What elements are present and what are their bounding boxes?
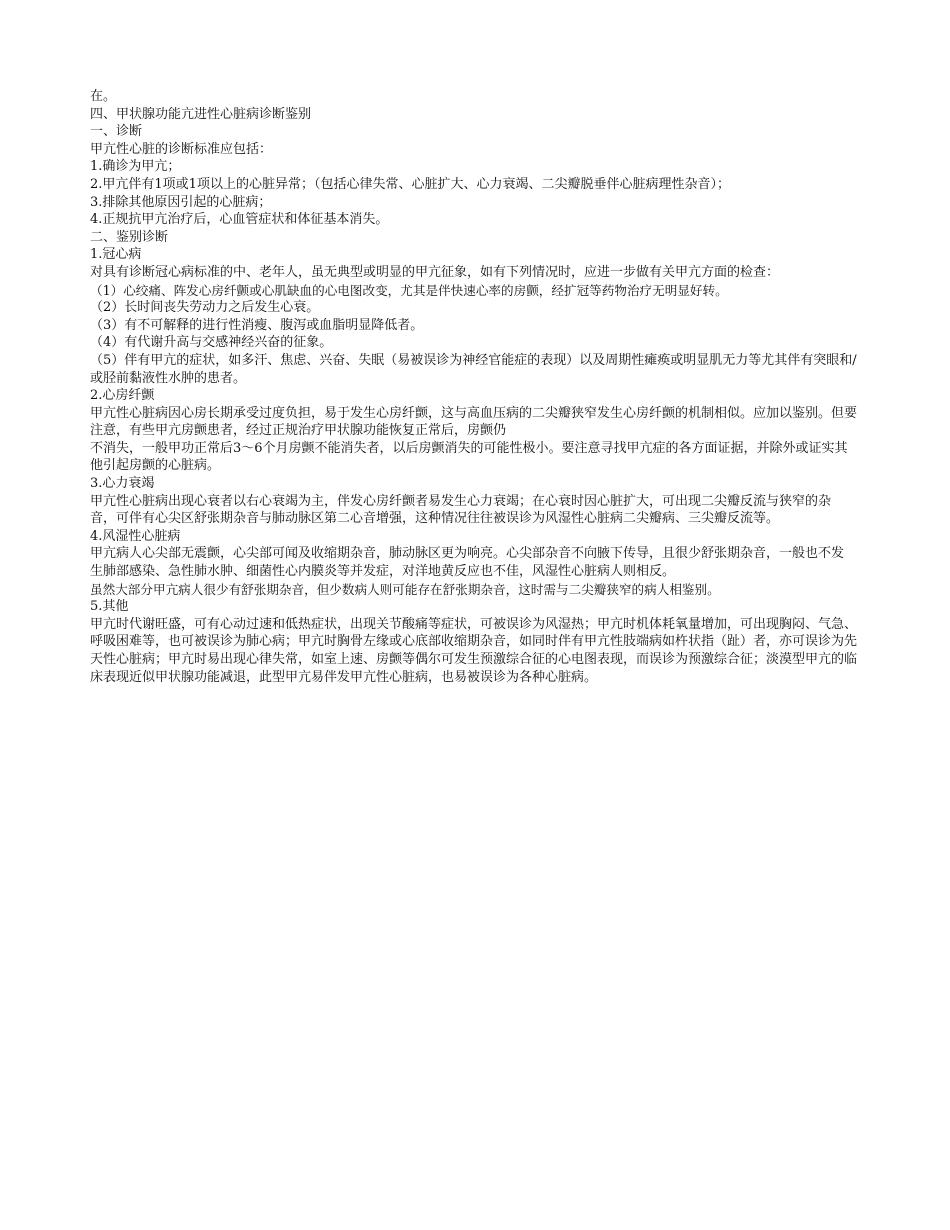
- paragraph: 甲亢性心脏病因心房长期承受过度负担，易于发生心房纤颤，这与高血压病的二尖瓣狭窄发生心房纤颤的机制相似。应加以鉴别。但要注意，有些甲亢房颤患者，经过正规治疗甲状腺功能恢复正常后，房颤仍: [90, 405, 858, 439]
- list-item: （2）长时间丧失劳动力之后发生心衰。: [90, 300, 320, 316]
- document-body: [90, 88, 870, 686]
- paragraph: 甲亢性心脏的诊断标准应包括：: [90, 141, 273, 157]
- list-item: （3）有不可解释的进行性消瘦、腹泻或血脂明显降低者。: [90, 317, 424, 333]
- item-heading: 3.心力衰竭: [90, 476, 155, 492]
- section-heading: 四、甲状腺功能亢进性心脏病诊断鉴别: [90, 106, 312, 122]
- item-heading: 4.风湿性心脏病: [90, 528, 181, 544]
- paragraph: 不消失，一般甲功正常后3～6个月房颤不能消失者，以后房颤消失的可能性极小。要注意寻找甲亢症的各方面证据，并除外或证实其他引起房颤的心脏病。: [90, 440, 848, 474]
- item-heading: 2.心房纤颤: [90, 388, 155, 404]
- list-item: （5）伴有甲亢的症状，如多汗、焦虑、兴奋、失眠（易被误诊为神经官能症的表现）以及周期性瘫痪或明显肌无力等尤其伴有突眼和/或胫前黏液性水肿的患者。: [90, 352, 857, 386]
- list-item: （4）有代谢升高与交感神经兴奋的征象。: [90, 335, 333, 351]
- list-item: 2.甲亢伴有1项或1项以上的心脏异常；（包括心律失常、心脏扩大、心力衰竭、二尖瓣脱垂伴心脏病理性杂音）；: [90, 176, 730, 192]
- text-line: 在。: [90, 89, 117, 104]
- paragraph: 甲亢病人心尖部无震颤，心尖部可闻及收缩期杂音，肺动脉区更为响亮。心尖部杂音不向腋下传导，且很少舒张期杂音，一般也不发生肺部感染、急性肺水肿、细菌性心内膜炎等并发症，对洋地黄反应也不佳，风湿性心脏病人则相反。: [90, 546, 845, 580]
- subsection-heading: 一、诊断: [90, 124, 143, 140]
- paragraph: 虽然大部分甲亢病人很少有舒张期杂音，但少数病人则可能存在舒张期杂音，这时需与二尖瓣狭窄的病人相鉴别。: [90, 581, 720, 597]
- list-item: 1.确诊为甲亢；: [90, 159, 181, 175]
- list-item: 3.排除其他原因引起的心脏病；: [90, 194, 272, 210]
- list-item: 4.正规抗甲亢治疗后，心血管症状和体征基本消失。: [90, 212, 389, 228]
- subsection-heading: 二、鉴别诊断: [90, 229, 169, 245]
- paragraph: 甲亢性心脏病出现心衰者以右心衰竭为主，伴发心房纤颤者易发生心力衰竭；在心衰时因心脏扩大，可出现二尖瓣反流与狭窄的杂音，可伴有心尖区舒张期杂音与肺动脉区第二心音增强，这种情况往往被误诊为风湿性心脏病二尖瓣病、三尖瓣反流等。: [90, 493, 832, 527]
- item-heading: 1.冠心病: [90, 247, 142, 263]
- list-item: （1）心绞痛、阵发心房纤颤或心肌缺血的心电图改变，尤其是伴快速心率的房颤，经扩冠等药物治疗无明显好转。: [90, 282, 728, 298]
- paragraph: 对具有诊断冠心病标准的中、老年人，虽无典型或明显的甲亢征象，如有下列情况时，应进一步做有关甲亢方面的检查：: [90, 264, 780, 280]
- item-heading: 5.其他: [90, 599, 129, 615]
- paragraph: 甲亢时代谢旺盛，可有心动过速和低热症状，出现关节酸痛等症状，可被误诊为风湿热；甲亢时机体耗氧量增加，可出现胸闷、气急、呼吸困难等，也可被误诊为肺心病；甲亢时胸骨左缘或心底部收缩期杂音，如同时伴有甲亢性肢端病如杵状指（趾）者，亦可误诊为先天性心脏病；甲亢时易出现心律失常，如室上速、房颤等偶尔可发生预激综合征的心电图表现，而误诊为预激综合征；淡漠型甲亢的临床表现近似甲状腺功能减退，此型甲亢易伴发甲亢性心脏病，也易被误诊为各种心脏病。: [90, 616, 858, 685]
